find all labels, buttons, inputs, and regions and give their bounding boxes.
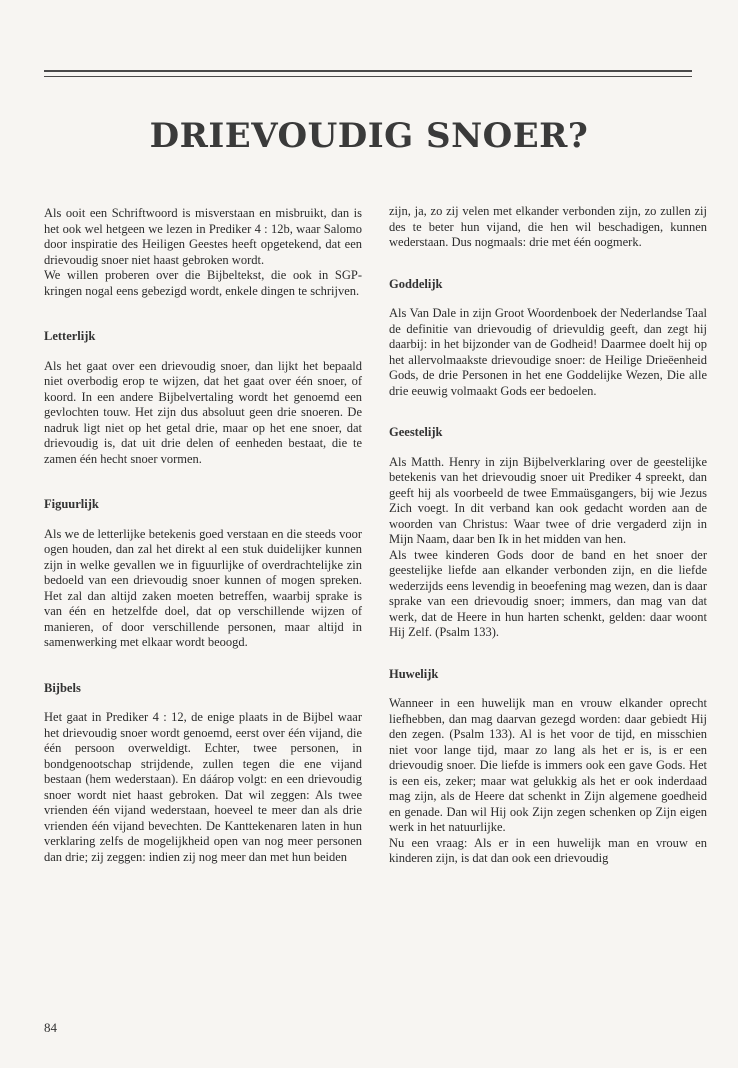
- paragraph: Als het gaat over een drievoudig snoer, dan lijkt het bepaald niet overbodig erop te wijzen, dat het gaat over één snoer, of koord. In een andere Bijbelvertaling wordt het genoemd een gevlochten touw. Het zijn dus absoluut geen drie snoeren. De nadruk ligt niet op het getal drie, maar op het ene snoer, dat drievoudig is, dat uit drie delen of eenheden bestaat, die te zamen één hecht snoer vormen.: [44, 358, 362, 466]
- paragraph: Als twee kinderen Gods door de band en het snoer der geestelijke liefde aan elkander verbonden zijn, en die liefde wederzijds eens levendig in beoefening mag wezen, dan is daar sprake van een drievoudig snoer; immers, dan mag van dat werk, dat de Heere in hun harten schenkt, gelden: daar woont Hij Zelf. (Psalm 133).: [389, 547, 707, 639]
- intro-paragraph: Als ooit een Schriftwoord is misverstaan en misbruikt, dan is het ook wel hetgeen we lezen in Prediker 4 : 12b, waar Salomo door inspiratie des Heiligen Geestes heeft opgetekend, dat een drievoudig snoer niet haast gebroken wordt.: [44, 206, 362, 267]
- intro-paragraph: We willen proberen over die Bijbeltekst, die ook in SGP-kringen nogal eens gebezigd wordt, enkele dingen te schrijven.: [44, 268, 362, 298]
- continued-paragraph: zijn, ja, zo zij velen met elkander verbonden zijn, zo zullen zij des te beter hun vijand, die hen wil beschadigen, kunnen wederstaan. Dus nogmaals: drie met één oogmerk.: [389, 204, 707, 249]
- paragraph: Wanneer in een huwelijk man en vrouw elkander oprecht liefhebben, dan mag daarvan gezegd worden: daar gebiedt Hij den zegen. (Psalm 133). Al is het voor de tijd, en misschien niet voor lange tijd, maar zo lang als het er is, is er een drievoudig snoer. Die liefde is immers ook een gave Gods. Het is een eis, zeker; maar wat gelukkig als het er ook inderdaad mag zijn, als de Heere dat schenkt in Zijn algemene goedheid en genade. Dan wil Hij ook Zijn zegen schenken op Zijn eigen werk in het natuurlijke.: [389, 696, 707, 834]
- section-heading-figuurlijk: Figuurlijk: [44, 497, 99, 511]
- paragraph: Als we de letterlijke betekenis goed verstaan en die steeds voor ogen houden, dan zal het direkt al een stuk duidelijker kunnen zijn in welke gevallen we in figuurlijke of overdrachtelijke zin bedoeld van een drievoudig snoer kunnen of mogen spreken. Het zal dan altijd zaken moeten betreffen, waarbij sprake is van één en hetzelfde doel, dat op verschillende wijzen of manieren, of door verschillende personen, maar altijd in samenwerking met elkaar wordt beoogd.: [44, 526, 362, 649]
- section-heading-huwelijk: Huwelijk: [389, 666, 439, 681]
- paragraph: Nu een vraag: Als er in een huwelijk man en vrouw en kinderen zijn, is dat dan ook een drievoudig: [389, 835, 707, 865]
- top-rule-thin: [44, 76, 692, 77]
- paragraph: Als Van Dale in zijn Groot Woordenboek der Nederlandse Taal de definitie van drievoudig of drievuldig geeft, dan zegt hij daarbij: in het bijzonder van de Godheid! Daarmee doelt hij op het allervolmaakste drievoudige snoer: de Heilige Drieëenheid Gods, de drie Personen in het ene Goddelijke Wezen, Die alle drie eeuwig volmaakt Gods eer bedoelen.: [389, 306, 707, 398]
- section-heading-geestelijk: Geestelijk: [389, 425, 443, 439]
- page-title: DRIEVOUDIG SNOER?: [149, 116, 589, 156]
- section-heading-goddelijk: Goddelijk: [389, 276, 443, 291]
- right-column: [389, 204, 707, 867]
- top-rule: [44, 70, 692, 72]
- paragraph: Als Matth. Henry in zijn Bijbelverklaring over de geestelijke betekenis van het drievoudig snoer uit Prediker 4 spreekt, dan geeft hij als voorbeeld de twee Emmaüsgangers, bij wie Jezus Zich voegt. In dit verband kan ook gedacht worden aan de woorden van Christus: Waar twee of drie vergaderd zijn in Mijn Naam, daar ben Ik in het midden van hen.: [389, 454, 707, 546]
- paragraph: Het gaat in Prediker 4 : 12, de enige plaats in de Bijbel waar het drievoudig snoer wordt genoemd, eerst over één vijand, die één persoon overweldigt. Echter, twee personen, in bondgenootschap strijdende, zullen tegen die ene vijand bestaan (hem wederstaan). En dáárop volgt: en een drievoudig snoer wordt niet haast gebroken. Dat wil zeggen: Als twee vrienden één vijand wederstaan, hoeveel te meer dan als drie vrienden één vijand bevechten. De Kanttekenaren laten in hun verklaring zelfs de mogelijkheid open van nog meer personen dan drie; zij zeggen: indien zij nog meer dan met hun beiden: [44, 710, 362, 864]
- section-heading-bijbels: Bijbels: [44, 680, 81, 695]
- section-heading-letterlijk: Letterlijk: [44, 329, 96, 343]
- left-column: [44, 206, 362, 865]
- page-number: 84: [44, 1020, 57, 1035]
